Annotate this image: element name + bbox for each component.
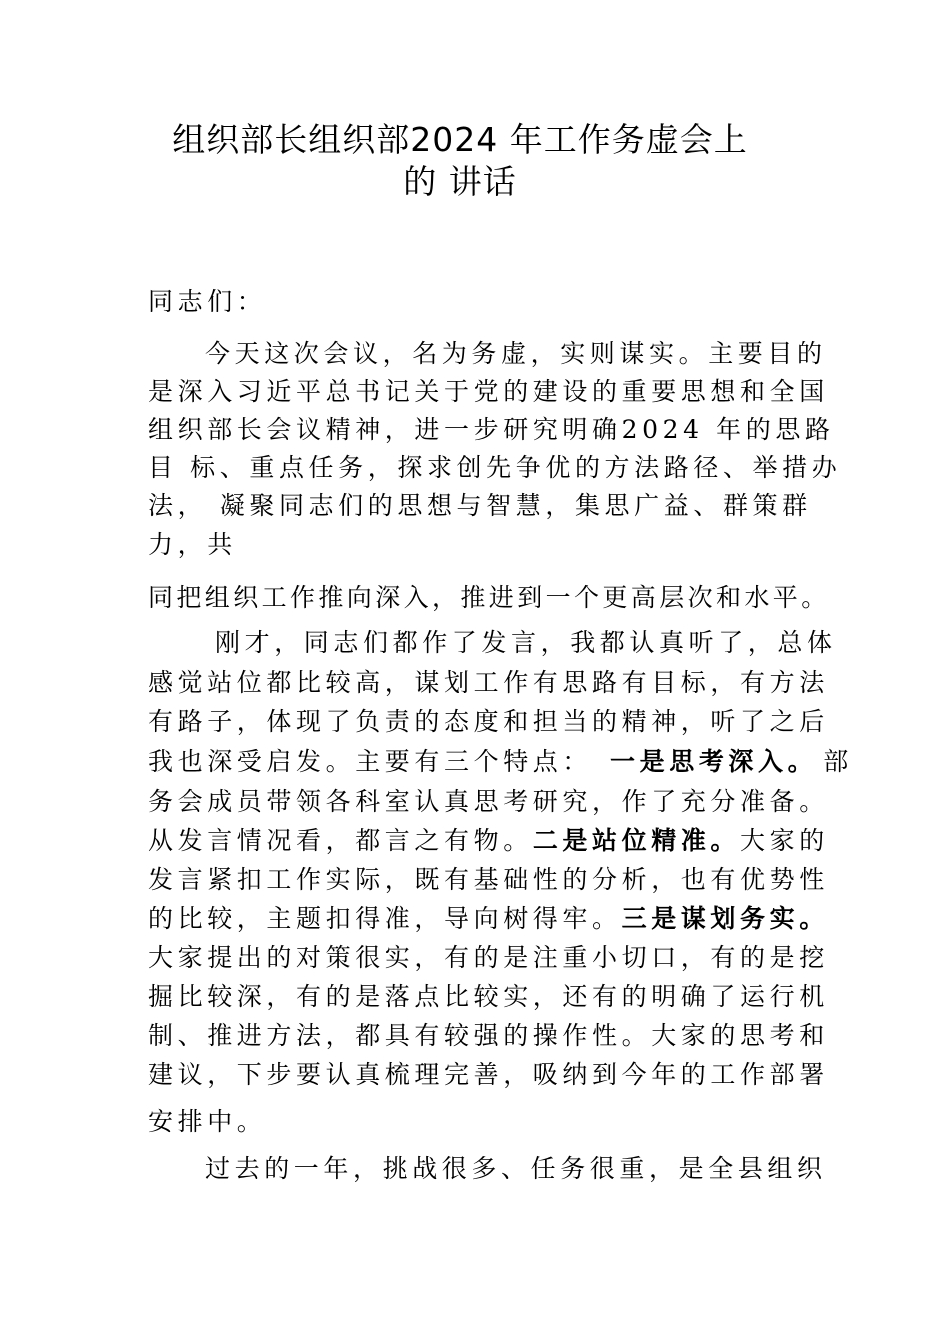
paragraph-line: 安排中。 xyxy=(148,1107,267,1136)
paragraph-line: 过去的一年，挑战很多、任务很重，是全县组织 xyxy=(205,1154,827,1183)
salutation: 同志们： xyxy=(148,287,267,316)
paragraph-line: 感觉站位都比较高，谋划工作有思路有目标，有方法 xyxy=(148,668,829,697)
paragraph-line: 制、推进方法，都具有较强的操作性。大家的思考和 xyxy=(148,1021,829,1050)
paragraph-line: 力，共 xyxy=(148,530,237,559)
paragraph-line: 掘比较深，有的是落点比较实，还有的明确了运行机 xyxy=(148,982,829,1011)
bold-point-one: 一是思考深入。 xyxy=(610,747,818,776)
document-title-line-1: 组织部长组织部2024 年工作务虚会上 xyxy=(172,120,748,159)
paragraph-line: 今天这次会议，名为务虚，实则谋实。主要目的 xyxy=(205,339,827,368)
text-segment: 从发言情况看，都言之有物。 xyxy=(148,826,533,855)
text-segment: 我也深受启发。主要有三个特点： xyxy=(148,747,593,776)
paragraph-line: 有路子，体现了负责的态度和担当的精神，听了之后 xyxy=(148,707,829,736)
paragraph-line: 建议，下步要认真梳理完善，吸纳到今年的工作部署 xyxy=(148,1060,829,1089)
bold-point-two: 二是站位精准。 xyxy=(532,826,741,855)
paragraph-line: 务会成员带领各科室认真思考研究，作了充分准备。 xyxy=(148,787,829,816)
text-segment: 部 xyxy=(823,747,853,776)
bold-point-three: 三是谋划务实。 xyxy=(621,904,829,933)
paragraph-line: 刚才，同志们都作了发言，我都认真听了，总体 xyxy=(215,628,837,657)
paragraph-line: 目 标、重点任务，探求创先争优的方法路径、举措办 xyxy=(148,453,842,482)
document-title-line-2: 的 讲话 xyxy=(403,162,517,201)
paragraph-line: 发言紧扣工作实际，既有基础性的分析，也有优势性 xyxy=(148,865,829,894)
text-segment: 的比较，主题扣得准，导向树得牢。 xyxy=(148,904,622,933)
paragraph-line xyxy=(148,746,853,778)
paragraph-line: 组织部长会议精神，进一步研究明确2024 年的思路 xyxy=(148,415,835,444)
paragraph-line: 大家提出的对策很实，有的是注重小切口，有的是挖 xyxy=(148,943,829,972)
text-segment: 大家的 xyxy=(740,826,829,855)
paragraph-line xyxy=(148,825,829,857)
paragraph-line: 法， 凝聚同志们的思想与智慧，集思广益、群策群 xyxy=(148,491,812,520)
paragraph-line: 是深入习近平总书记关于党的建设的重要思想和全国 xyxy=(148,377,829,406)
paragraph-line: 同把组织工作推向深入，推进到一个更高层次和水平。 xyxy=(148,583,830,612)
paragraph-line xyxy=(148,903,829,935)
